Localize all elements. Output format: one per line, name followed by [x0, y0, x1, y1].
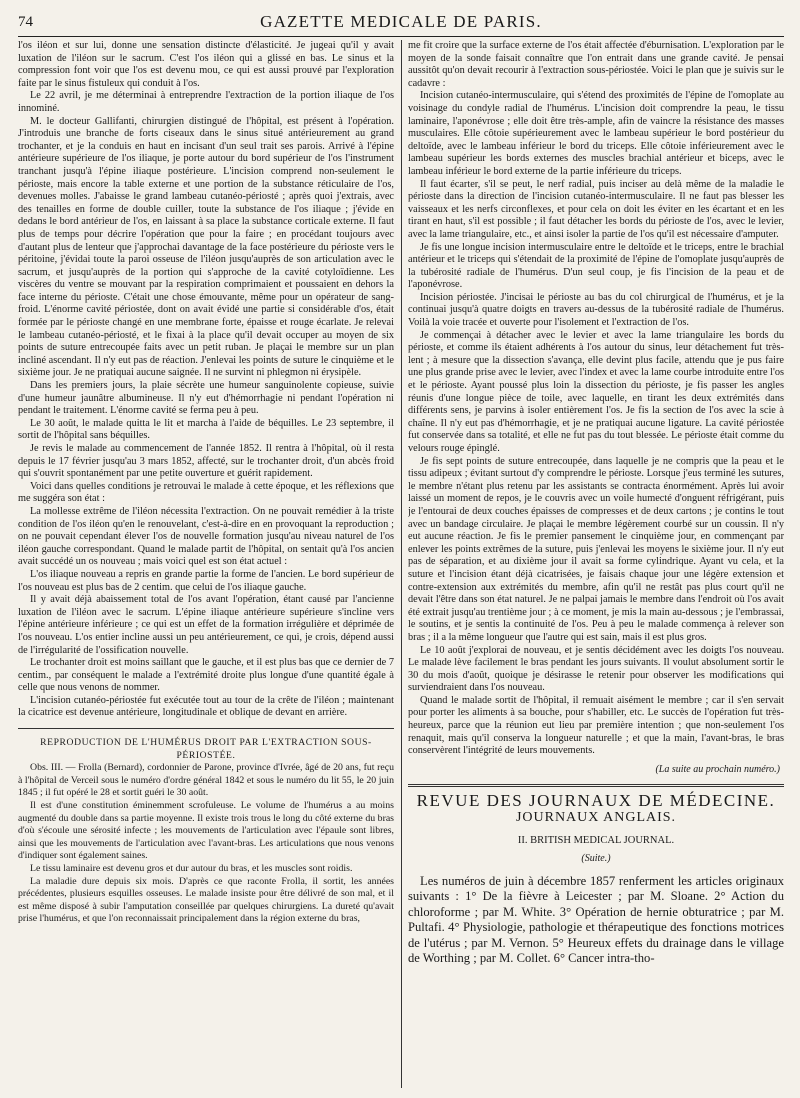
page-header [18, 10, 784, 37]
revue-subtitle: JOURNAUX ANGLAIS. [515, 810, 677, 826]
paragraph: Il est d'une constitution éminemment scrofuleuse. Le volume de l'humérus a au moins augmenté du double dans sa partie moyenne. Il existe trois trous le long du côté externe du bras d'où s'écoule une sérosité infecte ; les mouvements de l'articulation avec l'épaule sont libres, ainsi que les mouvements de l'articulation avec l'avant-bras. Les articulations que nous venons d'indiquer sont également saines. [18, 800, 394, 862]
paragraph: Je revis le malade au commencement de l'année 1852. Il rentra à l'hôpital, où il resta depuis le 17 février jusqu'au 3 mars 1852, affecté, sur le trochanter droit, d'un abcès froid qui s'ouvrit spontanément par une petite ouverture et guérit rapidement. [18, 443, 394, 480]
paragraph: M. le docteur Gallifanti, chirurgien distingué de l'hôpital, est présent à l'opération. J'introduis une branche de forts ciseaux dans le sinus situé antérieurement au grand trochanter, et je la conduis en haut en incisant d'un seul trait ses parois. Arrivé à l'épine antérieure supérieure de l'os iliaque, je porte autour du bord supérieur de l'os l'instrument tranchant jusqu'à l'épine iliaque postérieure. L'incision comprend non-seulement le périoste, mais encore la table externe et une portion de la substance réticulaire de l'os, devenues molles. J'abaisse le grand lambeau cutanéo-périosté ; après quoi j'extrais, avec des tenailles en forme de double cuiller, toute la substance de l'os iliaque ; j'évide en dedans le bord antérieur de l'os, en laissant à sa place la substance corticale externe. Il faut plus de temps pour décrire l'opération que pour la faire ; en procédant toujours avec d'autant plus de lenteur que j'approchai davantage de la face postérieure du périoste vers le péritoine, j'évidai toute la paroi osseuse de l'iléon jusqu'auprès de son articulation avec le sacrum, et jusqu'auprès de la portion qui s'approche de la cavité cotyloïdienne. Les viscères du ventre se mouvant par la respiration comprimaient et poussaient en dehors la face interne du périoste. C'était une chose émouvante, même pour un opérateur de sang-froid. L'énorme cavité périostée, dont on avait évidé une partie si considérable d'os, était formée par le périoste changé en une membrane forte, épaisse et rouge écarlate. Je relevai le lambeau cutanéo-périosté, et le fixai à la place qu'il devait occuper au moyen de six points de suture entrecoupée faits avec un petit ruban. Je plaçai le membre sur un plan incliné ascendant. Il n'y eut pas de réaction. J'enlevai les points de suture le cinquième et le sixième jour. Je ne pratiquai aucune saignée. Il ne survint ni phlegmon ni érysipèle. [18, 115, 394, 379]
paragraph: Le trochanter droit est moins saillant que le gauche, et il est plus bas que ce dernier de 7 centim., par conséquent le malade a l'extrémité droite plus longue d'une quantité égale à celle que nous venons de nommer. [18, 657, 394, 694]
page-number: 74 [18, 14, 33, 30]
paragraph: me fit croire que la surface externe de l'os était affectée d'éburnisation. L'exploration par le moyen de la sonde faisait connaître que l'on entrait dans une grande cavité. Je pensai aussitôt qu'on devait recourir à l'extraction sous-périostée. Voici le plan que je suivis sur le cadavre : [408, 40, 784, 89]
paragraph: Obs. III. — Frolla (Bernard), cordonnier de Parone, province d'Ivrée, âgé de 20 ans, fut reçu à l'hôpital de Verceil sous le numéro d'ordre général 1842 et sous le numéro du lit 55, le 20 juin 1845 ; il fut opéré le 28 et sortit guéri le 30 août. [18, 762, 394, 799]
paragraph: La mollesse extrême de l'iléon nécessita l'extraction. On ne pouvait remédier à la triste condition de l'os iléon qu'en le renouvelant, c'est-à-dire en en provoquant la reproduction ; on ne pouvait cependant élever l'os de nouvelle formation jusqu'au niveau naturel de l'os iléon gauche correspondant. Quand le malade partit de l'hôpital, on sentait qu'à l'os ancien avait succédé un os nouveau ; mais voici quel est son état actuel : [18, 505, 394, 568]
paragraph: l'os iléon et sur lui, donne une sensation distincte d'élasticité. Je jugeai qu'il y avait luxation de l'iléon sur le sacrum. C'est l'os iléon qui a glissé en bas. Le sinus et la compression font voir que l'os est devenu mou, ce qui est aussi prouvé par l'exploration faite par le sinus fistuleux qui conduit à l'os. [18, 40, 394, 89]
section-divider [408, 784, 784, 787]
paragraph: L'incision cutanéo-périostée fut exécutée tout au tour de la crête de l'iléon ; maintenant la cicatrice est devenue antérieure, longitudinale et oblique de devant en arrière. [18, 694, 394, 719]
paragraph: La maladie dure depuis six mois. D'après ce que raconte Frolla, il sortit, les années précédentes, plusieurs esquilles osseuses. Le malade insiste pour être délivré de son mal, et il est même disposé à subir l'amputation conseillée par quelques chirurgiens. La dureté qu'avait prise l'humérus, et que l'on reconnaissait principalement dans la région externe du bras, [18, 875, 394, 925]
revue-section-title: II. BRITISH MEDICAL JOURNAL. [517, 834, 675, 846]
paragraph: Je fis une longue incision intermusculaire entre le deltoïde et le triceps, entre le brachial antérieur et le triceps qui s'étendait de la proximité de l'épine de l'omoplate jusqu'auprès de la tubérosité radiale de l'humérus. D'un seul coup, je fis l'incision de la peau et de l'aponévrose. [408, 241, 784, 291]
paragraph: Quand le malade sortit de l'hôpital, il remuait aisément le membre ; car il s'en servait pour porter les aliments à sa bouche, pour s'habiller, etc. Le succès de l'opération fut très-heureux, parce que la réunion eut lieu par première intention ; que non-seulement l'os renaquit, mais qu'il conserva la longueur naturelle ; et que la main, l'avant-bras, le bras conservèrent l'intégrité de leurs mouvements. [408, 694, 784, 757]
paragraph: Je fis sept points de suture entrecoupée, dans laquelle je ne compris que la peau et le tissu adipeux ; évitant surtout d'y comprendre le périoste. Lorsque j'eus terminé les sutures, le membre n'étant plus retenu par les assistants se contracta énormément. Après lui avoir laissé un moment de repos, je le couvris avec un voile humecté d'onguent réfrigérant, puis je l'entourai de deux couches épaisses de compresses et de deux cartons ; je contins le tout avec un bandage circulaire. Je plaçai le membre légèrement courbé sur un coussin. Il n'y eut aucune réaction. Je fis le premier pansement le cinquième jour, en commençant par enlever les points extrêmes de la suture, puis j'enlevai les moyens le sixième jour. Il n'y eut pas de séparation, et au dixième jour il avait sa forme cylindrique. Ayant vu cela, et la suture et l'incision étant déjà cicatrisées, je faisais chaque jour une légère extension et contre-extension aux extrémités du membre, afin qu'il ne restât pas plus court qu'il ne devait l'être dans son état naturel. Je ne palpai jamais le membre dans l'endroit où l'os avait été extrait jusqu'au trentième jour ; à ce moment, je mis la main au-dessous ; je l'embrassai, le soutins, et je sentis la continuité de l'os. Peu à peu le malade commença à relever son bras ; il a la même longueur que l'autre qui est sain, mais il est plus gros. [408, 455, 784, 643]
right-column [408, 40, 784, 1088]
journal-title: GAZETTE MEDICALE DE PARIS. [260, 12, 542, 31]
continuation-note: (La suite au prochain numéro.) [655, 763, 780, 775]
paragraph: Il faut écarter, s'il se peut, le nerf radial, puis inciser au delà même de la maladie le périoste dans la direction de l'incision cutanéo-intermusculaire. Il ne faut pas blesser les vaisseaux et les nerfs circonflexes, et pour cela on doit les éviter en les écartant et en les tirant en haut, s'il est possible ; il faut détacher les bords du périoste de l'os, avec le levier, avec la lame triangulaire, etc., et ainsi isoler la partie de l'os qu'il est nécessaire d'amputer. [408, 178, 784, 240]
newspaper-page [18, 10, 784, 1090]
paragraph: Il y avait déjà abaissement total de l'os avant l'opération, étant causé par l'ancienne luxation de l'iléon avec le sacrum. L'épine iliaque antérieure supérieure s'incline vers l'épine antérieure inférieure ; ce qui est un effet de la formation irrégulière et déprimée de l'os nouveau. L'os entier incline aussi un peu antérieurement, ce qui, je crois, dépend aussi de l'irrégularité de l'ossification nouvelle. [18, 594, 394, 656]
column-rule [401, 40, 402, 1088]
paragraph: L'os iliaque nouveau a repris en grande partie la forme de l'ancien. Le bord supérieur de l'os nouveau est plus bas de 2 centim. que celui de l'os iliaque gauche. [18, 568, 394, 593]
paragraph: Je commençai à détacher avec le levier et avec la lame triangulaire les bords du périoste, et comme ils étaient adhérents à l'os autour du sinus, leur détachement fut très-lent ; à mesure que la dissection s'avança, elle devint plus facile, attendu que je pus faire une plus grande prise avec le levier, avec l'index et avec la lame courbe introduite entre l'os et le périoste. Ayant poussé plus loin la dissection du périoste, je fis passer les angles réunis d'une longue pièce de toile, avec laquelle, en tirant les deux extrémités dans différents sens, je parvins à isoler entièrement l'os. Je fis la section de l'os avec la scie à chaîne. Il n'y eut pas d'hémorrhagie, et je ne pratiquai aucune ligature. La cavité périostée fut conservée dans sa totalité, et elle ne fut pas du tout blessée. Le périoste était comme du velours rouge épinglé. [408, 329, 784, 454]
paragraph: Incision cutanéo-intermusculaire, qui s'étend des proximités de l'épine de l'omoplate au voisinage du condyle radial de l'humérus. L'incision doit comprendre la peau, le tissu laminaire, l'aponévrose ; elle doit être très-ample, afin de vaincre la résistance des masses musculaires. Elle côtoie supérieurement avec le lambeau supérieur le bord postérieur du deltoïde, avec le lambeau inférieur le bord du triceps. Elle côtoie inférieurement avec le lambeau supérieur les bords externes des muscles brachial antérieur et biceps, avec le lambeau inférieur le bord externe de la partie inférieure du triceps. [408, 90, 784, 177]
revue-title: REVUE DES JOURNAUX DE MÉDECINE. [416, 791, 776, 811]
paragraph: Le 30 août, le malade quitta le lit et marcha à l'aide de béquilles. Le 23 septembre, il sortit de l'hôpital sans béquilles. [18, 417, 394, 442]
article-columns [18, 40, 784, 1088]
section-divider [18, 728, 394, 729]
left-column [18, 40, 394, 1088]
revue-continued-note: (Suite.) [581, 853, 611, 865]
section-heading: REPRODUCTION DE L'HUMÉRUS DROIT PAR L'EXTRACTION SOUS-PÉRIOSTÉE. [40, 737, 372, 761]
paragraph: Dans les premiers jours, la plaie sécrète une humeur sanguinolente copieuse, suivie d'une humeur jaunâtre albumineuse. Il n'y eut d'hémorrhagie ni pendant l'opération ni pendant le traitement. L'énorme cavité se ferma peu à peu. [18, 380, 394, 417]
paragraph: Incision périostée. J'incisai le périoste au bas du col chirurgical de l'humérus, et je la continuai jusqu'à quatre doigts en travers au-dessus de la tubérosité radiale de l'humérus. Voilà la voie tracée et ouverte pour l'isolement et l'extraction de l'os. [408, 291, 784, 329]
paragraph: Le 10 août j'explorai de nouveau, et je sentis décidément avec les doigts l'os nouveau. Le malade lève facilement le bras pendant les jours suivants. Il voulut absolument sortir le 30 du mois d'août, quoique je désirasse le retenir pour observer les modifications qui surviendraient dans l'os nouveau. [408, 644, 784, 694]
paragraph: Le tissu laminaire est devenu gros et dur autour du bras, et les muscles sont roidis. [30, 863, 353, 874]
revue-paragraph: Les numéros de juin à décembre 1857 renferment les articles originaux suivants : 1° De la fièvre à Leicester ; par M. Sloane. 2° Action du chloroforme ; par M. White. 3° Opération de hernie obturatrice ; par M. Pultafi. 4° Physiologie, pathologie et thérapeutique des fonctions motrices de l'utérus ; par M. Vernon. 5° Heureux effets du drainage dans le village de Worthing ; par M. Collet. 6° Cancer intra-tho- [408, 873, 784, 966]
paragraph: Le 22 avril, je me déterminai à entreprendre l'extraction de la portion iliaque de l'os innominé. [18, 90, 394, 114]
paragraph: Voici dans quelles conditions je retrouvai le malade à cette époque, et les réflexions que me suggéra son état : [18, 480, 394, 505]
